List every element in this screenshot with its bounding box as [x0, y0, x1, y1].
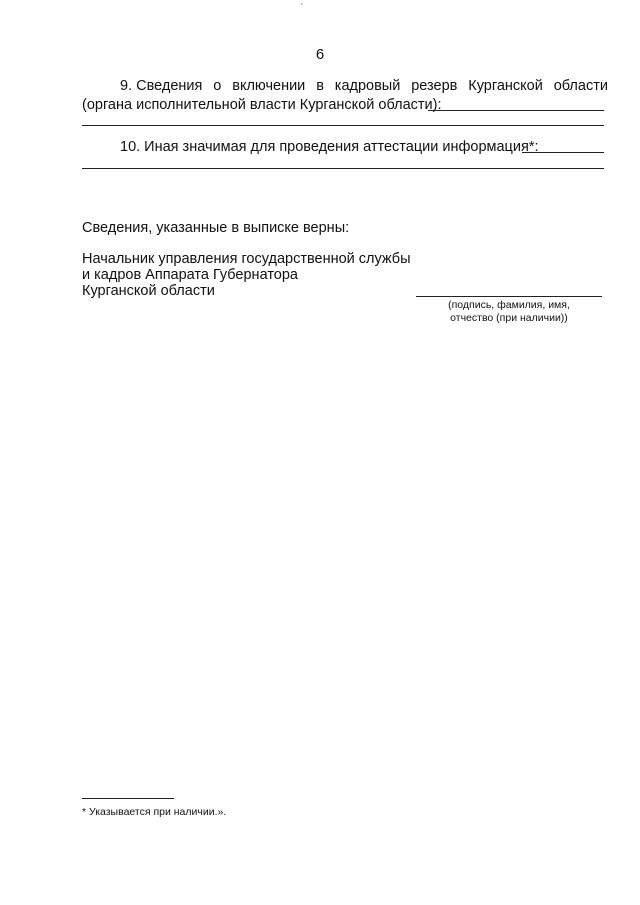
section9-word: области — [553, 78, 608, 94]
signatory-position-line1: Начальник управления государственной службы — [82, 251, 411, 267]
signature-caption-line1: (подпись, фамилия, имя, — [448, 299, 570, 311]
section10-blank-inline — [522, 152, 604, 153]
section9-word: о — [213, 78, 222, 94]
section9-blank-inline — [428, 110, 604, 111]
section9-line1 — [82, 77, 608, 95]
section9-word: 9. Сведения — [120, 78, 203, 94]
scan-artifact — [301, 3, 303, 5]
section9-word: резерв — [411, 78, 458, 94]
section9-blank-line — [82, 125, 604, 126]
section9-word: кадровый — [334, 78, 401, 94]
signature-caption-line2: отчество (при наличии)) — [450, 312, 568, 324]
section9-word: в — [316, 78, 324, 94]
section9-word: Курганской — [468, 78, 543, 94]
section10-blank-line — [82, 168, 604, 169]
signatory-position-line2: и кадров Аппарата Губернатора — [82, 267, 298, 283]
signatory-position-line3: Курганской области — [82, 283, 215, 299]
section10-label: 10. Иная значимая для проведения аттестации информация*: — [120, 139, 539, 155]
signature-line — [416, 296, 602, 297]
section9-word: включении — [232, 78, 306, 94]
section9-line2: (органа исполнительной власти Курганской области): — [82, 97, 442, 113]
page-number: 6 — [315, 46, 325, 63]
footnote-separator — [82, 798, 174, 799]
verification-statement: Сведения, указанные в выписке верны: — [82, 220, 350, 236]
footnote-text: * Указывается при наличии.». — [82, 806, 227, 818]
